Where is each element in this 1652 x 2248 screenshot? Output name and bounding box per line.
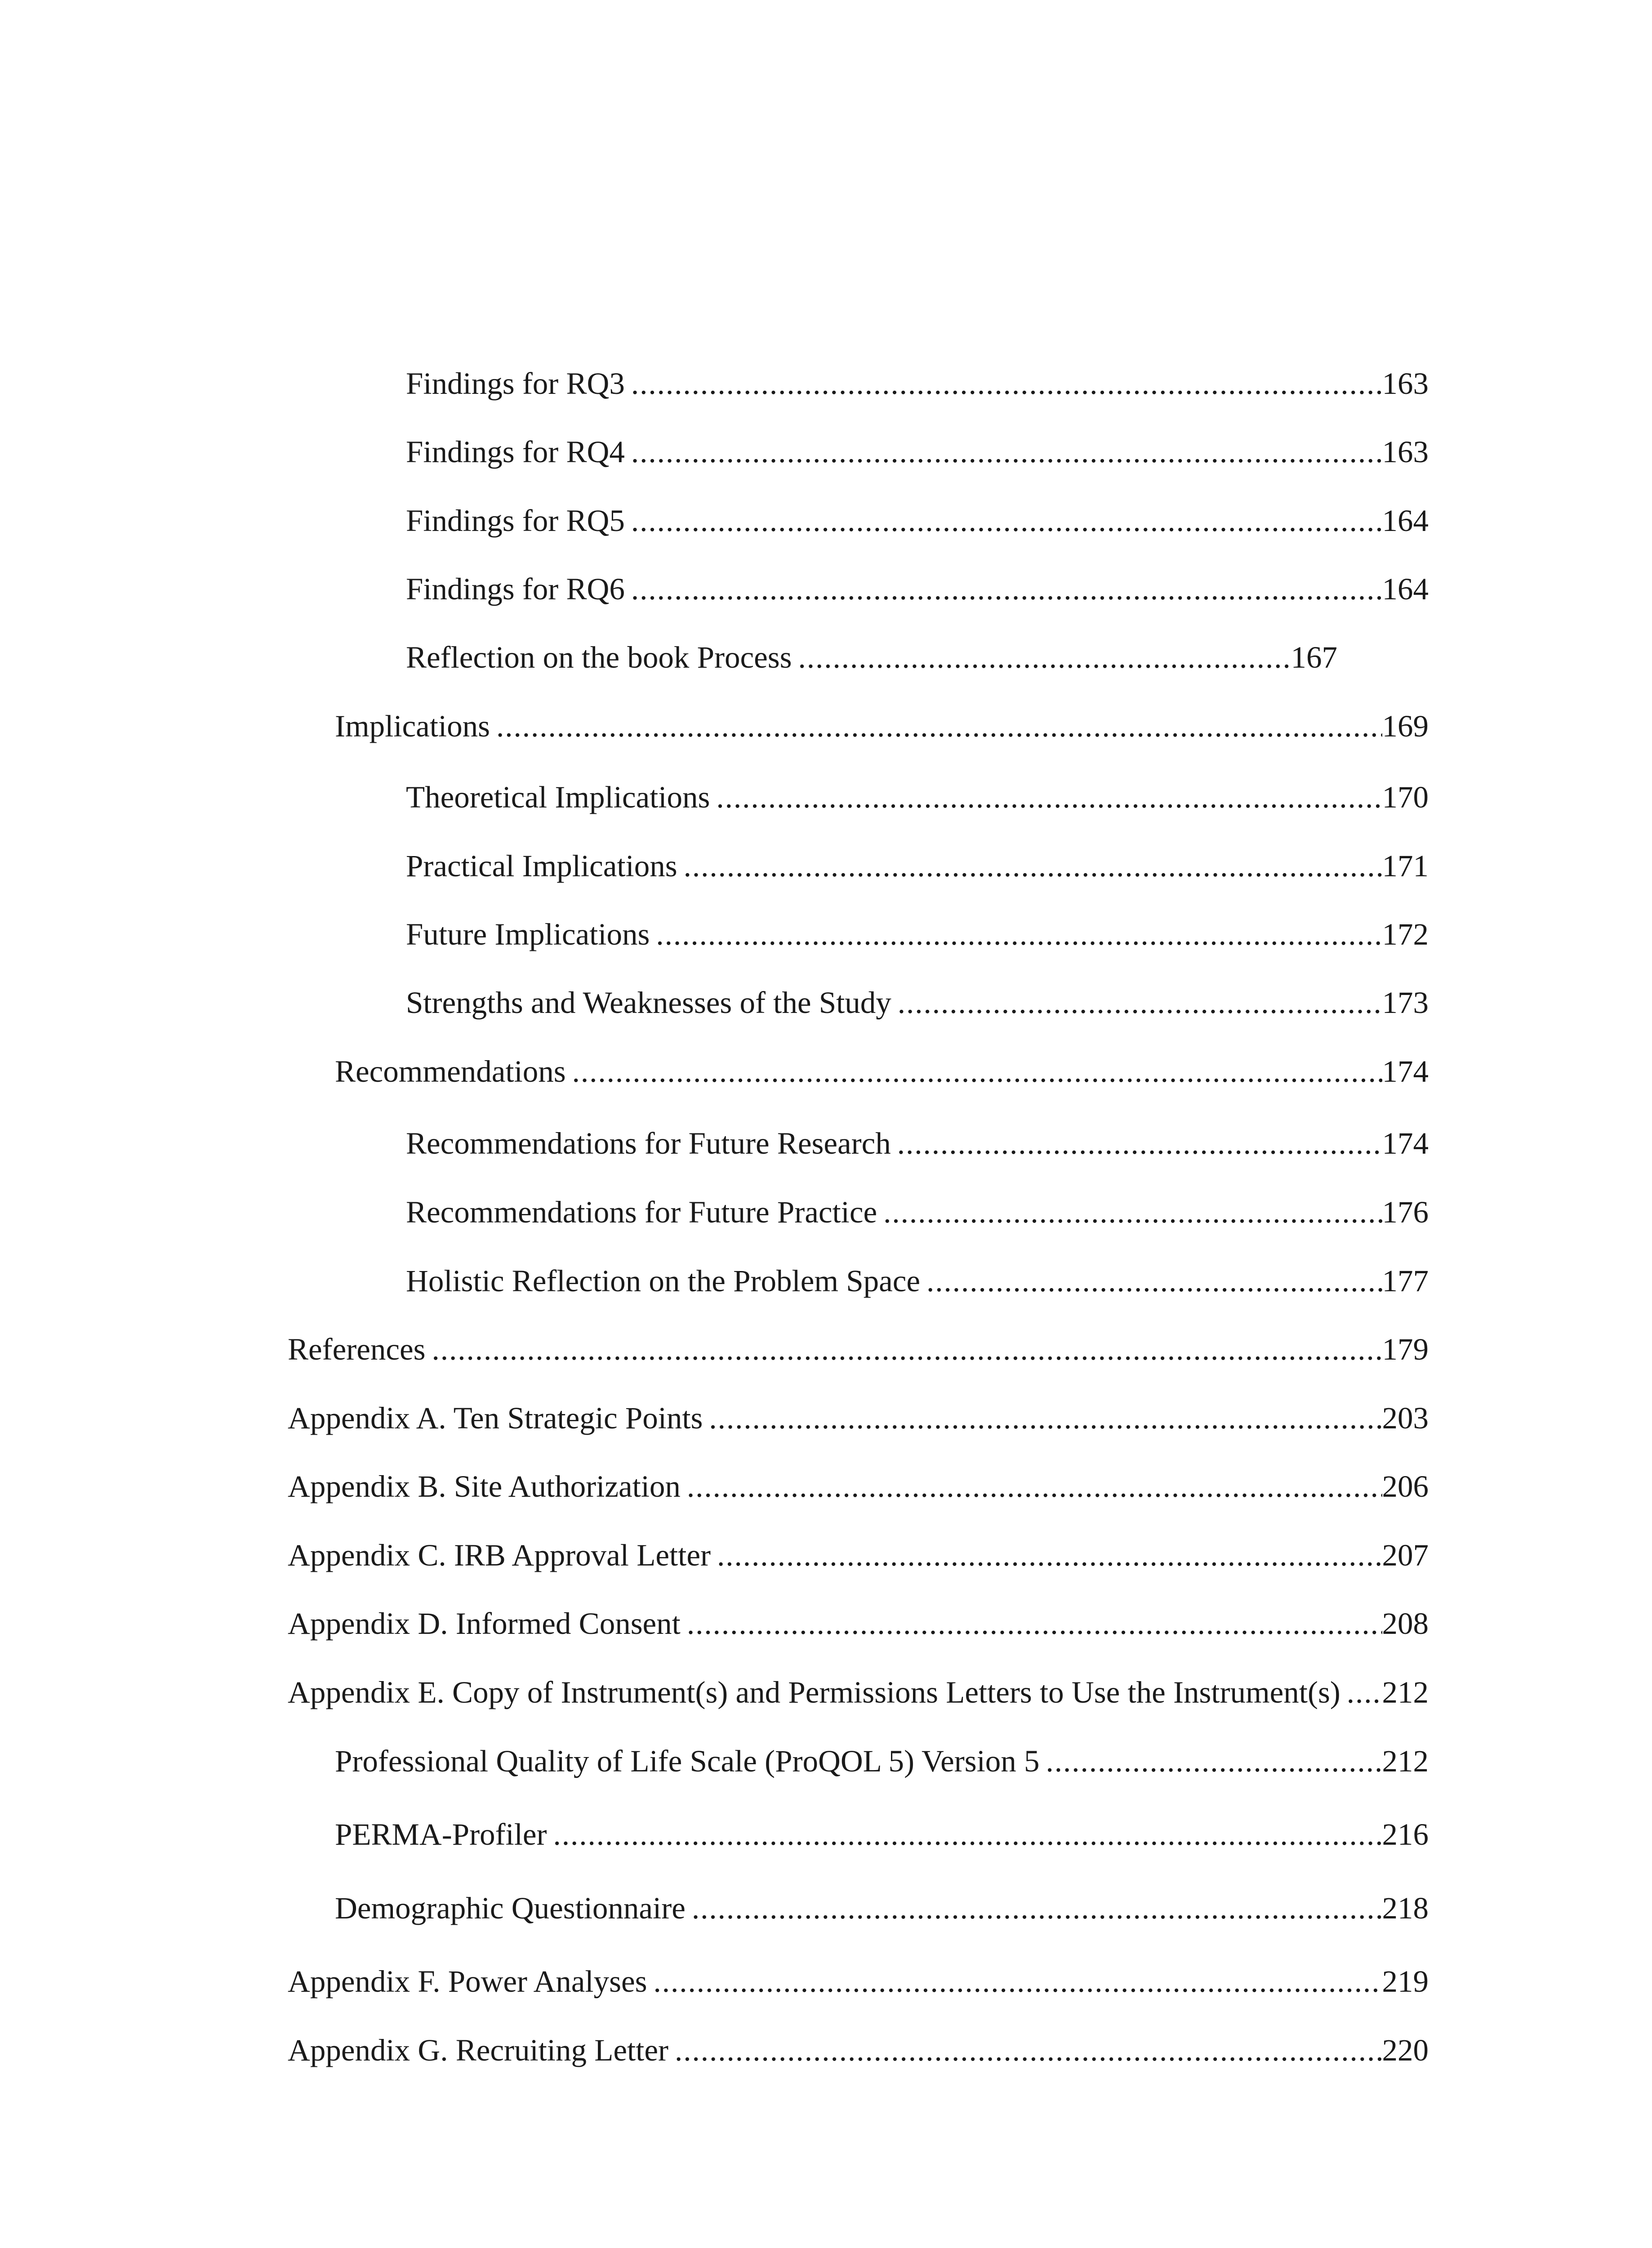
toc-entry [406,1256,1429,1306]
toc-entry-page: 164 [1382,572,1429,606]
toc-entry [288,1325,1429,1374]
toc-entry-label: Reflection on the book Process [406,640,792,674]
dot-leader [631,564,1382,614]
toc-entry-label: Appendix D. Informed Consent [288,1606,681,1641]
toc-entry [335,701,1429,751]
toc-entry-page: 163 [1382,435,1429,469]
toc-entry-label: Findings for RQ5 [406,504,625,538]
toc-entry-label: Future Implications [406,917,650,951]
toc-entry-page: 179 [1382,1332,1429,1366]
toc-entry-label: Findings for RQ3 [406,366,625,401]
toc-entry-page: 170 [1382,780,1429,814]
dot-leader [675,2025,1382,2075]
toc-entry [288,1393,1429,1443]
dot-leader [432,1325,1382,1374]
toc-entry-page: 218 [1382,1891,1429,1925]
toc-entry-label: Implications [335,709,490,743]
toc-entry-label: Appendix A. Ten Strategic Points [288,1401,703,1435]
toc-entry [288,2025,1429,2075]
toc-entry-label: Appendix G. Recruiting Letter [288,2033,668,2067]
toc-entry-page: 206 [1382,1469,1429,1503]
toc-entry-page: 172 [1382,917,1429,951]
toc-entry-page: 177 [1382,1264,1429,1298]
toc-entry-label: Appendix C. IRB Approval Letter [288,1538,711,1572]
toc-entry-page: 173 [1382,986,1429,1020]
toc-entry [335,1736,1429,1786]
toc-entry-label: Theoretical Implications [406,780,710,814]
toc-entry [406,496,1429,545]
toc-entry [288,1668,1429,1717]
toc-entry-label: Recommendations for Future Research [406,1126,891,1160]
dot-leader [687,1462,1382,1511]
toc-entry-label: Appendix B. Site Authorization [288,1469,681,1503]
dot-leader [692,1883,1382,1933]
dot-leader [1347,1668,1382,1717]
dot-leader [716,772,1382,822]
toc-entry [406,427,1429,477]
dot-leader [631,496,1382,545]
dot-leader [653,1957,1382,2006]
toc-entry-page: 176 [1382,1195,1429,1229]
toc-entry-page: 220 [1382,2033,1429,2067]
toc-entry-page: 171 [1382,849,1429,883]
toc-entry-page: 216 [1382,1817,1429,1851]
toc-entry-page: 208 [1382,1606,1429,1641]
dot-leader [926,1256,1382,1306]
toc-entry-label: Appendix E. Copy of Instrument(s) and Permissions Letters to Use the Instrument(s) [288,1675,1340,1709]
toc-entry [335,1810,1429,1859]
toc-entry-page: 174 [1382,1126,1429,1160]
toc-entry-label: Holistic Reflection on the Problem Space [406,1264,920,1298]
toc-entry-page: 207 [1382,1538,1429,1572]
dot-leader [798,633,1291,682]
toc-entry-label: Demographic Questionnaire [335,1891,686,1925]
dot-leader [687,1599,1382,1648]
dot-leader [897,1119,1382,1168]
dot-leader [496,701,1382,751]
dot-leader [883,1187,1382,1237]
toc-entry-page: 203 [1382,1401,1429,1435]
toc-entry [288,1462,1429,1511]
toc-entry-page: 174 [1382,1054,1429,1088]
toc-entry-label: Recommendations [335,1054,566,1088]
toc-entry-label: References [288,1332,426,1366]
toc-entry [406,633,1337,682]
dot-leader [1046,1736,1382,1786]
toc-entry [335,1883,1429,1933]
dot-leader [631,359,1382,408]
toc-entry-label: Findings for RQ4 [406,435,625,469]
toc-entry-label: Findings for RQ6 [406,572,625,606]
toc-entry [406,841,1429,891]
toc-entry [406,359,1429,408]
toc-entry [335,1047,1429,1096]
toc-entry [288,1599,1429,1648]
toc-entry-page: 212 [1382,1675,1429,1709]
toc-entry-label: Strengths and Weaknesses of the Study [406,986,891,1020]
toc-entry-page: 167 [1291,640,1337,674]
toc-entry-label: Appendix F. Power Analyses [288,1964,647,1998]
toc-entry [288,1530,1429,1580]
toc-entry [406,978,1429,1027]
dot-leader [572,1047,1382,1096]
toc-entry [406,564,1429,614]
toc-entry-page: 163 [1382,366,1429,401]
toc-entry-page: 169 [1382,709,1429,743]
toc-entry [406,910,1429,959]
toc-entry [406,1187,1429,1237]
toc-entry-page: 219 [1382,1964,1429,1998]
toc-entry-page: 164 [1382,504,1429,538]
toc-entry-label: PERMA-Profiler [335,1817,547,1851]
dot-leader [717,1530,1382,1580]
toc-entry-page: 212 [1382,1744,1429,1778]
toc-entry [406,1119,1429,1168]
toc-entry [406,772,1429,822]
toc-entry-label: Recommendations for Future Practice [406,1195,877,1229]
dot-leader [631,427,1382,477]
toc-entry-label: Professional Quality of Life Scale (ProQOL 5) Version 5 [335,1744,1040,1778]
dot-leader [656,910,1382,959]
toc-entry-label: Practical Implications [406,849,677,883]
dot-leader [553,1810,1382,1859]
dot-leader [709,1393,1382,1443]
dot-leader [898,978,1382,1027]
toc-entry [288,1957,1429,2006]
dot-leader [684,841,1382,891]
